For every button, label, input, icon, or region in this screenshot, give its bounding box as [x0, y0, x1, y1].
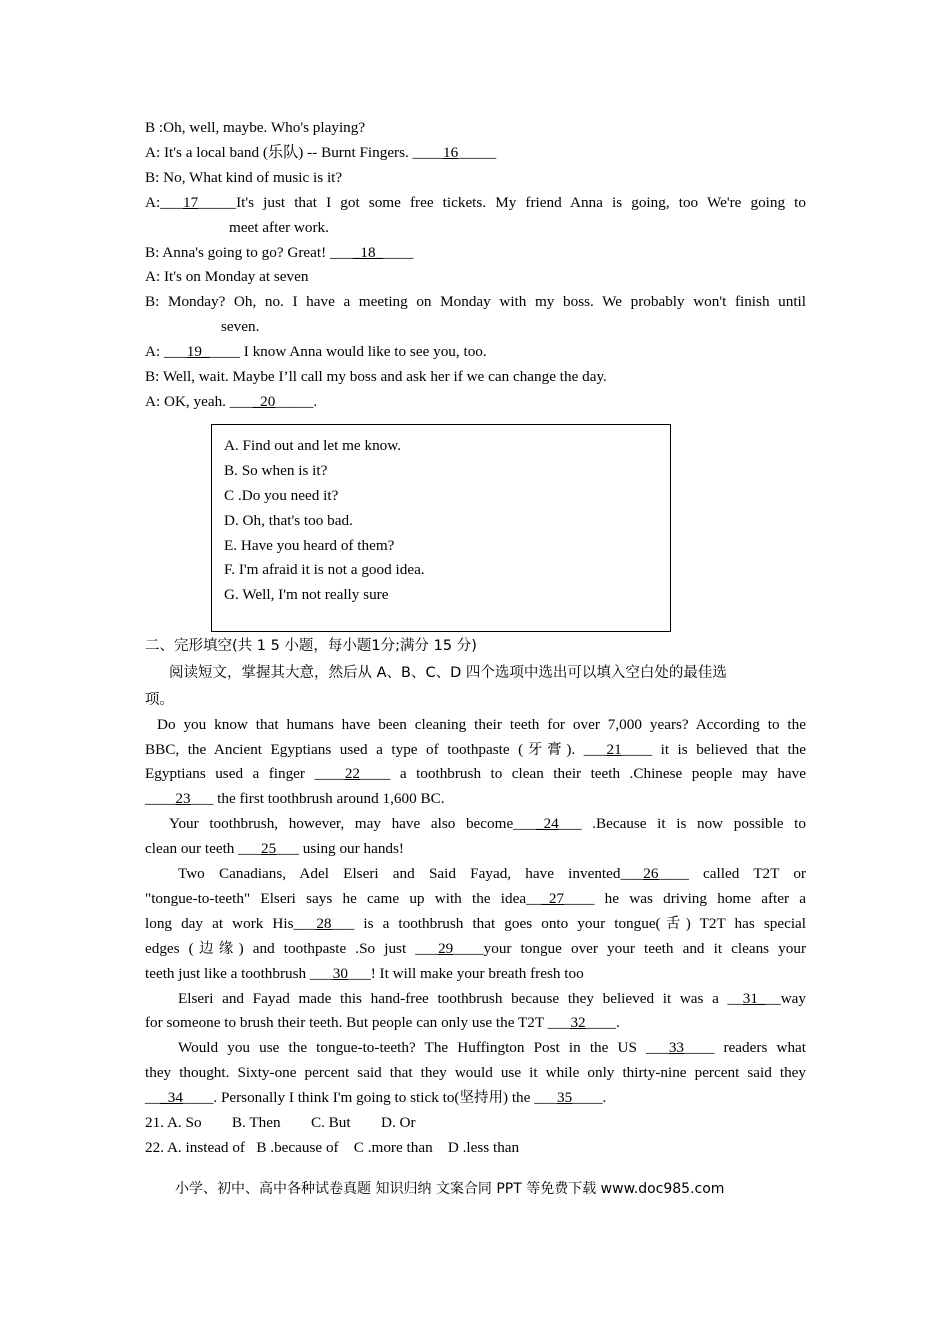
passage-line: for someone to brush their teeth. But people can only use the T2T ___32____. — [145, 1014, 620, 1032]
blank-32: 32 — [570, 1014, 586, 1032]
dialogue-line: B :Oh, well, maybe. Who's playing? — [145, 119, 366, 136]
blank-21: 21 — [606, 740, 622, 758]
option-g: G. Well, I'm not really sure — [224, 586, 389, 604]
section-instruction-cont: 项。 — [145, 691, 174, 708]
passage-line: long day at work His___28___ is a toothbrush that goes onto your tongue(舌) T2T has special — [145, 914, 807, 932]
blank-22: 22 — [344, 765, 361, 783]
blank-23: 23 — [175, 790, 191, 808]
blank-25: 25 — [260, 840, 277, 858]
options-box — [211, 424, 671, 632]
dialogue-line: A:___17_____It's just that I got some free tickets. My friend Anna is going, too We're going to — [145, 193, 806, 211]
passage-line: clean our teeth ___25___ using our hands! — [145, 840, 404, 858]
blank-26: 26 — [643, 865, 659, 883]
answer-choices-22: 22. A. instead of B .because of C .more than D .less than — [145, 1139, 520, 1156]
blank-34: _34 — [160, 1089, 183, 1107]
passage-line: they thought. Sixty-one percent said that they would use it while only thirty-nine percent said they — [145, 1064, 806, 1082]
blank-16: 16 — [443, 143, 459, 161]
dialogue-line: B: Monday? Oh, no. I have a meeting on Monday with my boss. We probably won't finish until — [145, 293, 806, 311]
blank-35: 35 — [556, 1089, 573, 1107]
blank-31: 31_ — [742, 989, 766, 1007]
answer-choices-21: 21. A. So B. Then C. But D. Or — [145, 1114, 416, 1132]
passage-line: Elseri and Fayad made this hand-free toothbrush because they believed it was a __31___way — [178, 989, 806, 1007]
passage-line: Two Canadians, Adel Elseri and Said Fayad, have invented___26____ called T2T or — [178, 865, 806, 883]
dialogue-line: B: No, What kind of music is it? — [145, 168, 343, 186]
dialogue-line: A: It's a local band (乐队) -- Burnt Fingers. ____16_____ — [145, 143, 497, 161]
option-e: E. Have you heard of them? — [224, 536, 395, 554]
passage-line: Would you use the tongue-to-teeth? The Huffington Post in the US ___33____ readers what — [178, 1039, 806, 1057]
cloze-passage — [145, 713, 806, 1112]
option-b: B. So when is it? — [224, 461, 328, 479]
option-f: F. I'm afraid it is not a good idea. — [224, 561, 425, 579]
blank-20: _20 — [252, 392, 276, 410]
dialogue-line: B: Anna's going to go? Great! ____18_____ — [145, 243, 414, 261]
passage-line: Egyptians used a finger ____22____ a toothbrush to clean their teeth .Chinese people may have — [145, 765, 806, 783]
section-heading: 二、完形填空(共 1 5 小题，每小题1分;满分 15 分) — [145, 637, 477, 654]
passage-line: "tongue-to-teeth" Elseri says he came up with the idea___27____ he was driving home after a — [145, 889, 807, 907]
passage-line: teeth just like a toothbrush ___30___! It will make your breath fresh too — [145, 964, 584, 982]
dialogue-line: A: It's on Monday at seven — [145, 268, 309, 286]
blank-27: _27 — [541, 889, 565, 907]
blank-28: 28 — [316, 914, 332, 932]
blank-19: 19_ — [186, 343, 210, 361]
dialogue — [145, 116, 806, 415]
passage-line: ____23___ the first toothbrush around 1,600 BC. — [145, 790, 445, 808]
dialogue-line: meet after work. — [229, 218, 329, 236]
option-d: D. Oh, that's too bad. — [224, 511, 353, 529]
passage-line: ___34____. Personally I think I'm going to stick to(坚持用) the ___35____. — [145, 1089, 607, 1107]
passage-line: edges (边缘) and toothpaste .So just ___29____your tongue over your teeth and it cleans your — [145, 939, 807, 957]
document-page — [145, 116, 806, 1161]
page-footer: 小学、初中、高中各种试卷真题 知识归纳 文案合同 PPT 等免费下载 www.doc985.com — [175, 1181, 725, 1197]
dialogue-line: A: ___19_____ I know Anna would like to see you, too. — [145, 343, 487, 361]
passage-line: Your toothbrush, however, may have also become____24___ .Because it is now possible to — [169, 815, 806, 833]
blank-24: _24 — [535, 815, 559, 833]
option-a: A. Find out and let me know. — [224, 436, 402, 454]
blank-30: 30 — [332, 964, 348, 982]
passage-line: Do you know that humans have been cleaning their teeth for over 7,000 years? According to the — [157, 715, 806, 733]
dialogue-line: A: OK, yeah. ____20_____. — [145, 392, 318, 410]
blank-33: 33 — [668, 1039, 685, 1057]
passage-line: BBC, the Ancient Egyptians used a type of toothpaste (牙膏). ___21____ it is believed that the — [145, 740, 807, 758]
option-c: C .Do you need it? — [224, 486, 339, 504]
section-instruction: 阅读短文，掌握其大意，然后从 A、B、C、D 四个选项中选出可以填入空白处的最佳选 — [169, 664, 727, 681]
blank-29: 29 — [438, 939, 454, 957]
dialogue-line: B: Well, wait. Maybe I’ll call my boss and ask her if we can change the day. — [145, 368, 607, 386]
blank-18: _18_ — [352, 243, 384, 261]
dialogue-line: seven. — [221, 318, 260, 336]
blank-17: 17 — [182, 193, 199, 211]
